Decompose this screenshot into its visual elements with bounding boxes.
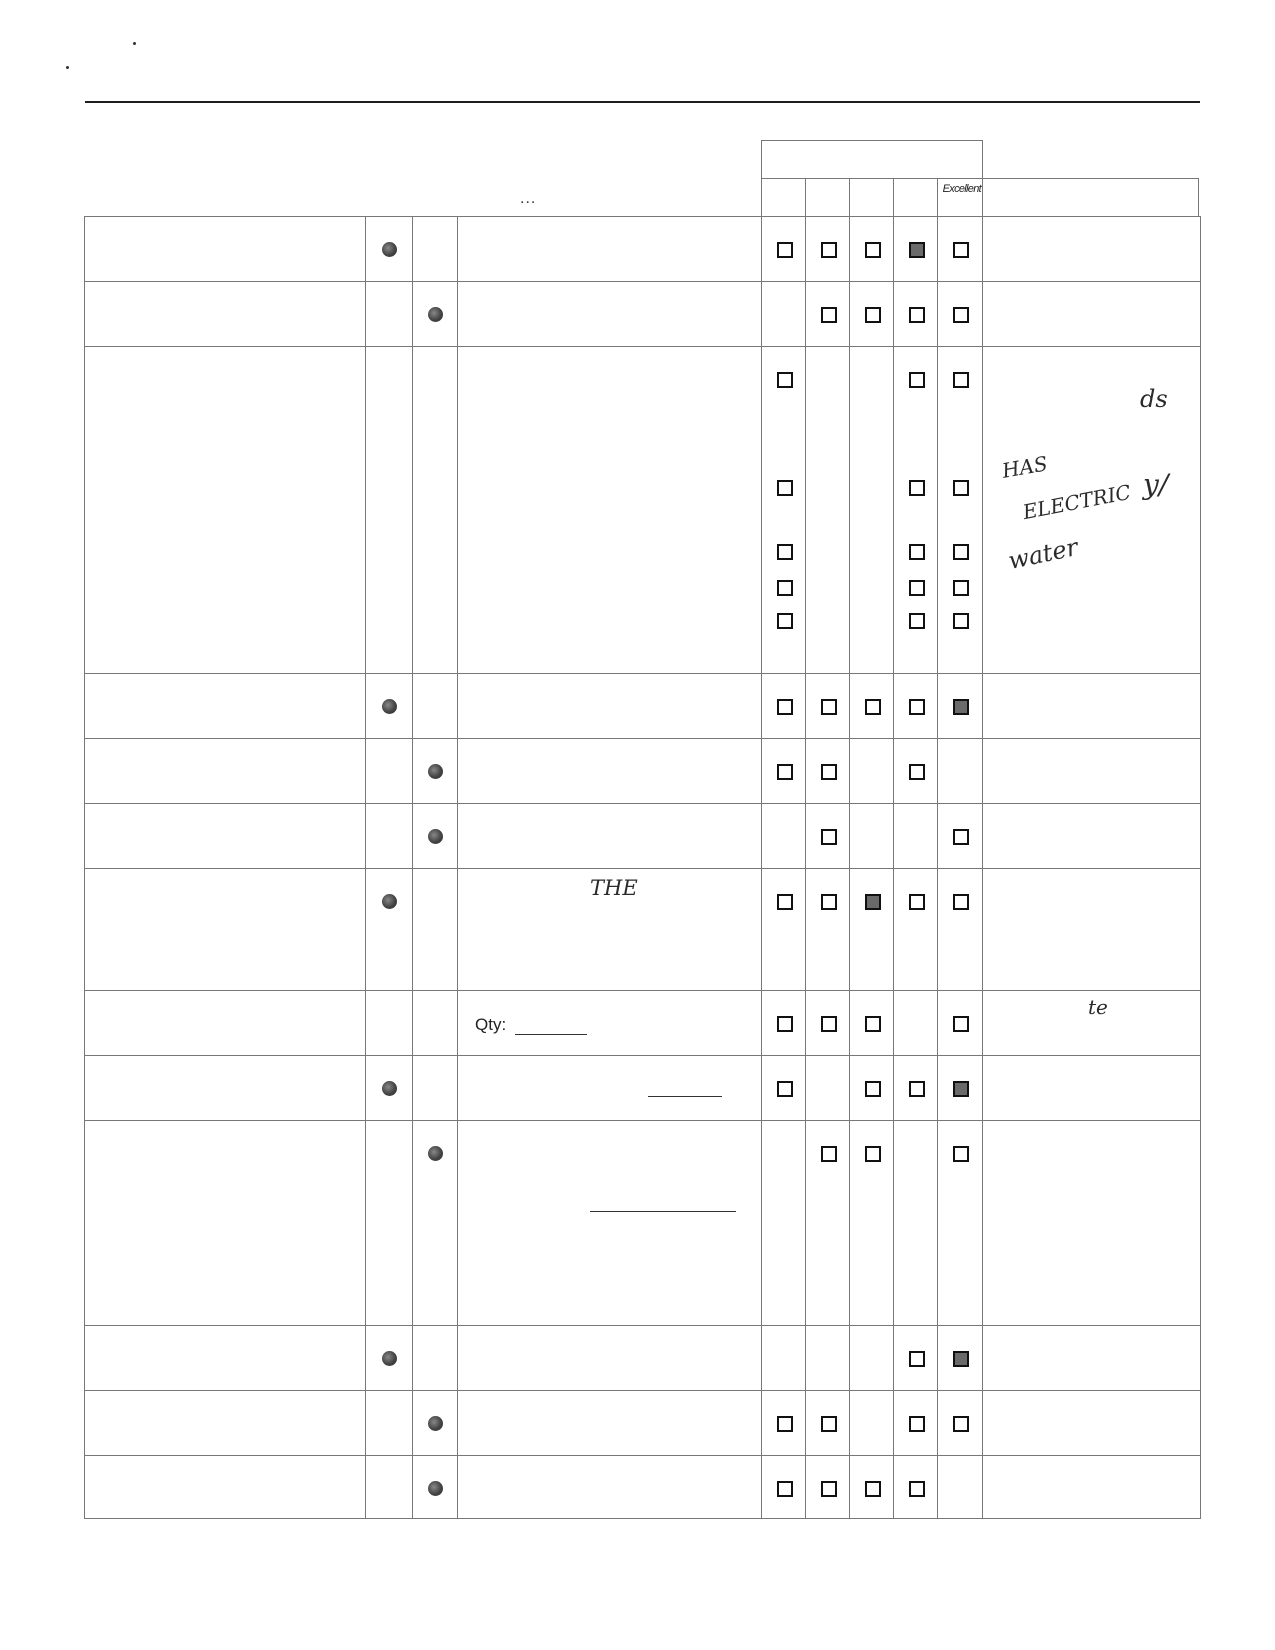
header-rule bbox=[85, 101, 1200, 103]
status-dot bbox=[382, 1081, 397, 1096]
item-name-cell bbox=[85, 1056, 366, 1121]
rating-col-excellent bbox=[938, 179, 983, 217]
comments-cell bbox=[983, 869, 1201, 991]
table-row bbox=[85, 1121, 1201, 1326]
table-row bbox=[85, 1056, 1201, 1121]
item-detail-cell bbox=[458, 739, 762, 804]
checkbox[interactable] bbox=[909, 1351, 925, 1367]
checkbox[interactable] bbox=[777, 894, 793, 910]
rating-col-4 bbox=[894, 179, 938, 217]
indicator-cell bbox=[366, 1121, 413, 1326]
item-name-cell bbox=[85, 1121, 366, 1326]
table-row bbox=[85, 739, 1201, 804]
checkbox[interactable] bbox=[909, 764, 925, 780]
item-name-cell bbox=[85, 1456, 366, 1519]
item-detail-cell bbox=[458, 991, 762, 1056]
rating-cell bbox=[850, 1456, 894, 1519]
indicator-cell bbox=[413, 1391, 458, 1456]
rating-cell bbox=[894, 991, 938, 1056]
quantity-label: Qty: bbox=[475, 1015, 507, 1034]
rating-cell bbox=[850, 1326, 894, 1391]
rating-cell bbox=[850, 217, 894, 282]
rating-cell bbox=[894, 869, 938, 991]
checkbox[interactable] bbox=[821, 1016, 837, 1032]
table-row bbox=[85, 869, 1201, 991]
rating-cell bbox=[762, 1121, 806, 1326]
handwritten-note: ds bbox=[1140, 385, 1168, 413]
checkbox[interactable] bbox=[953, 580, 969, 596]
rating-cell bbox=[762, 739, 806, 804]
checkbox[interactable] bbox=[777, 1481, 793, 1497]
checkbox[interactable] bbox=[865, 1081, 881, 1097]
comments-cell bbox=[983, 1326, 1201, 1391]
checkbox[interactable] bbox=[821, 1481, 837, 1497]
checkbox[interactable] bbox=[821, 1416, 837, 1432]
rating-cell bbox=[806, 1456, 850, 1519]
indicator-cell bbox=[413, 1056, 458, 1121]
checkbox[interactable] bbox=[953, 544, 969, 560]
table-row bbox=[85, 674, 1201, 739]
item-detail-cell bbox=[458, 217, 762, 282]
checkbox-checked[interactable] bbox=[953, 1351, 969, 1367]
checkbox[interactable] bbox=[865, 307, 881, 323]
checkbox[interactable] bbox=[953, 1146, 969, 1162]
rating-cell bbox=[762, 674, 806, 739]
checkbox[interactable] bbox=[777, 580, 793, 596]
item-name-cell bbox=[85, 347, 366, 674]
checkbox[interactable] bbox=[953, 372, 969, 388]
indicator-cell bbox=[366, 1326, 413, 1391]
table-row bbox=[85, 1391, 1201, 1456]
item-name-cell bbox=[85, 217, 366, 282]
checkbox[interactable] bbox=[821, 829, 837, 845]
indicator-cell bbox=[413, 1326, 458, 1391]
rating-cell bbox=[806, 1056, 850, 1121]
checkbox[interactable] bbox=[865, 1146, 881, 1162]
table-row bbox=[85, 282, 1201, 347]
item-name-cell bbox=[85, 804, 366, 869]
rating-col-3 bbox=[850, 179, 894, 217]
rating-cell bbox=[806, 217, 850, 282]
checkbox[interactable] bbox=[909, 1081, 925, 1097]
rating-cell bbox=[938, 1121, 983, 1326]
checkbox-checked[interactable] bbox=[865, 894, 881, 910]
quantity-input-line[interactable] bbox=[515, 1034, 587, 1035]
checkbox[interactable] bbox=[777, 242, 793, 258]
checkbox[interactable] bbox=[953, 829, 969, 845]
checkbox[interactable] bbox=[821, 894, 837, 910]
table-row bbox=[85, 1326, 1201, 1391]
rating-cell bbox=[938, 347, 983, 674]
rating-cell bbox=[762, 347, 806, 674]
rating-cell bbox=[938, 804, 983, 869]
checkbox[interactable] bbox=[909, 480, 925, 496]
handwritten-note: y/ bbox=[1143, 468, 1169, 501]
handwritten-note: te bbox=[1088, 995, 1108, 1019]
rating-cell bbox=[762, 869, 806, 991]
checkbox-checked[interactable] bbox=[953, 699, 969, 715]
indicator-cell bbox=[366, 869, 413, 991]
inspection-table bbox=[84, 216, 1201, 1519]
item-detail-cell bbox=[458, 1121, 762, 1326]
rating-cell bbox=[850, 1121, 894, 1326]
rating-cell bbox=[850, 674, 894, 739]
rating-cell bbox=[762, 804, 806, 869]
item-name-cell bbox=[85, 991, 366, 1056]
checkbox[interactable] bbox=[909, 372, 925, 388]
checkbox[interactable] bbox=[953, 613, 969, 629]
item-name-cell bbox=[85, 739, 366, 804]
handwritten-note: water bbox=[1005, 533, 1081, 575]
item-name-cell bbox=[85, 1391, 366, 1456]
checkbox[interactable] bbox=[777, 764, 793, 780]
checkbox[interactable] bbox=[953, 1016, 969, 1032]
checkbox[interactable] bbox=[909, 307, 925, 323]
rating-cell bbox=[938, 1391, 983, 1456]
checkbox[interactable] bbox=[821, 307, 837, 323]
rating-cell bbox=[894, 1456, 938, 1519]
checkbox[interactable] bbox=[821, 699, 837, 715]
rating-cell bbox=[806, 282, 850, 347]
rating-col-1 bbox=[762, 179, 806, 217]
rating-cell bbox=[850, 347, 894, 674]
indicator-cell bbox=[366, 804, 413, 869]
indicator-cell bbox=[366, 991, 413, 1056]
checkbox[interactable] bbox=[865, 242, 881, 258]
indicator-cell bbox=[366, 217, 413, 282]
checkbox[interactable] bbox=[865, 1016, 881, 1032]
checkbox[interactable] bbox=[909, 1481, 925, 1497]
rating-cell bbox=[938, 1056, 983, 1121]
checkbox[interactable] bbox=[909, 613, 925, 629]
checkbox-checked[interactable] bbox=[953, 1081, 969, 1097]
rating-cell bbox=[894, 1121, 938, 1326]
status-dot bbox=[382, 894, 397, 909]
status-dot bbox=[382, 1351, 397, 1366]
table-row bbox=[85, 217, 1201, 282]
rating-cell bbox=[806, 991, 850, 1056]
indicator-cell bbox=[413, 282, 458, 347]
indicator-cell bbox=[413, 991, 458, 1056]
rating-cell bbox=[938, 217, 983, 282]
item-detail-cell bbox=[458, 804, 762, 869]
header-ellipsis: ... bbox=[520, 190, 537, 207]
item-detail-cell bbox=[458, 674, 762, 739]
indicator-cell bbox=[413, 1456, 458, 1519]
checkbox[interactable] bbox=[909, 1416, 925, 1432]
table-row bbox=[85, 804, 1201, 869]
rating-cell bbox=[894, 347, 938, 674]
indicator-cell bbox=[366, 1056, 413, 1121]
fill-in-line[interactable] bbox=[648, 1096, 722, 1097]
checkbox[interactable] bbox=[777, 1081, 793, 1097]
indicator-cell bbox=[366, 739, 413, 804]
item-detail-cell bbox=[458, 1056, 762, 1121]
status-dot bbox=[382, 699, 397, 714]
checkbox[interactable] bbox=[777, 1416, 793, 1432]
checkbox[interactable] bbox=[909, 580, 925, 596]
indicator-cell bbox=[413, 739, 458, 804]
checkbox[interactable] bbox=[953, 480, 969, 496]
rating-cell bbox=[938, 869, 983, 991]
rating-cell bbox=[850, 282, 894, 347]
item-name-cell bbox=[85, 282, 366, 347]
rating-cell bbox=[806, 674, 850, 739]
checkbox[interactable] bbox=[777, 613, 793, 629]
rating-cell bbox=[938, 991, 983, 1056]
status-dot bbox=[428, 1481, 443, 1496]
fill-in-line[interactable] bbox=[590, 1211, 736, 1212]
checkbox[interactable] bbox=[953, 1416, 969, 1432]
rating-cell bbox=[938, 1326, 983, 1391]
rating-cell bbox=[806, 347, 850, 674]
rating-cell bbox=[806, 804, 850, 869]
comments-cell bbox=[983, 1456, 1201, 1519]
indicator-cell bbox=[413, 804, 458, 869]
status-dot bbox=[382, 242, 397, 257]
comments-cell bbox=[983, 217, 1201, 282]
checkbox[interactable] bbox=[865, 1481, 881, 1497]
indicator-cell bbox=[413, 1121, 458, 1326]
comments-cell bbox=[983, 1391, 1201, 1456]
rating-cell bbox=[938, 674, 983, 739]
rating-cell bbox=[806, 1121, 850, 1326]
handwritten-note: HAS bbox=[1000, 451, 1050, 483]
checkbox[interactable] bbox=[777, 1016, 793, 1032]
handwritten-note: THE bbox=[590, 876, 638, 900]
item-name-cell bbox=[85, 869, 366, 991]
comments-cell bbox=[983, 804, 1201, 869]
excellent-label: Excellent bbox=[942, 183, 981, 195]
item-detail-cell bbox=[458, 1326, 762, 1391]
indicator-cell bbox=[366, 347, 413, 674]
rating-cell bbox=[894, 217, 938, 282]
rating-cell bbox=[894, 804, 938, 869]
rating-cell bbox=[762, 1326, 806, 1391]
item-detail-cell bbox=[458, 347, 762, 674]
item-detail-cell bbox=[458, 1456, 762, 1519]
checkbox[interactable] bbox=[909, 544, 925, 560]
indicator-cell bbox=[413, 869, 458, 991]
rating-cell bbox=[762, 1456, 806, 1519]
checkbox[interactable] bbox=[821, 242, 837, 258]
indicator-cell bbox=[413, 347, 458, 674]
rating-cell bbox=[850, 869, 894, 991]
comments-cell bbox=[983, 674, 1201, 739]
rating-cell bbox=[894, 674, 938, 739]
checkbox[interactable] bbox=[909, 699, 925, 715]
checkbox[interactable] bbox=[777, 480, 793, 496]
rating-cell bbox=[938, 1456, 983, 1519]
rating-cell bbox=[850, 804, 894, 869]
rating-cell bbox=[806, 739, 850, 804]
checkbox[interactable] bbox=[953, 307, 969, 323]
comments-cell bbox=[983, 1056, 1201, 1121]
rating-cell bbox=[894, 1391, 938, 1456]
checkbox-checked[interactable] bbox=[909, 242, 925, 258]
checkbox[interactable] bbox=[777, 544, 793, 560]
rating-cell bbox=[762, 282, 806, 347]
indicator-cell bbox=[413, 674, 458, 739]
rating-cell bbox=[938, 739, 983, 804]
rating-column-headers bbox=[761, 178, 1199, 217]
scan-speck bbox=[133, 42, 136, 45]
checkbox[interactable] bbox=[953, 242, 969, 258]
rating-col-2 bbox=[806, 179, 850, 217]
rating-cell bbox=[894, 739, 938, 804]
rating-cell bbox=[762, 991, 806, 1056]
rating-cell bbox=[850, 739, 894, 804]
indicator-cell bbox=[366, 282, 413, 347]
rating-cell bbox=[894, 282, 938, 347]
indicator-cell bbox=[366, 1456, 413, 1519]
rating-cell bbox=[850, 1391, 894, 1456]
comments-cell bbox=[983, 739, 1201, 804]
indicator-cell bbox=[366, 1391, 413, 1456]
item-detail-cell bbox=[458, 1391, 762, 1456]
status-dot bbox=[428, 307, 443, 322]
rating-cell bbox=[806, 869, 850, 991]
rating-cell bbox=[762, 1056, 806, 1121]
checkbox[interactable] bbox=[777, 372, 793, 388]
checkbox[interactable] bbox=[953, 894, 969, 910]
item-name-cell bbox=[85, 674, 366, 739]
status-dot bbox=[428, 1146, 443, 1161]
table-row bbox=[85, 1456, 1201, 1519]
item-detail-cell bbox=[458, 282, 762, 347]
rating-cell bbox=[850, 991, 894, 1056]
rating-cell bbox=[762, 217, 806, 282]
rating-cell bbox=[894, 1326, 938, 1391]
checkbox[interactable] bbox=[777, 699, 793, 715]
rating-cell bbox=[762, 1391, 806, 1456]
checkbox[interactable] bbox=[865, 699, 881, 715]
checkbox[interactable] bbox=[821, 764, 837, 780]
indicator-cell bbox=[366, 674, 413, 739]
rating-cell bbox=[806, 1326, 850, 1391]
rating-cell bbox=[806, 1391, 850, 1456]
checkbox[interactable] bbox=[909, 894, 925, 910]
comments-cell bbox=[983, 1121, 1201, 1326]
handwritten-note: ELECTRIC bbox=[1020, 479, 1133, 525]
rating-cell bbox=[850, 1056, 894, 1121]
rating-cell bbox=[938, 282, 983, 347]
scan-speck bbox=[66, 66, 69, 69]
checkbox[interactable] bbox=[821, 1146, 837, 1162]
indicator-cell bbox=[413, 217, 458, 282]
rating-cell bbox=[894, 1056, 938, 1121]
comments-cell bbox=[983, 282, 1201, 347]
table-row bbox=[85, 991, 1201, 1056]
status-dot bbox=[428, 764, 443, 779]
rating-group-header bbox=[761, 140, 983, 178]
item-name-cell bbox=[85, 1326, 366, 1391]
status-dot bbox=[428, 829, 443, 844]
status-dot bbox=[428, 1416, 443, 1431]
